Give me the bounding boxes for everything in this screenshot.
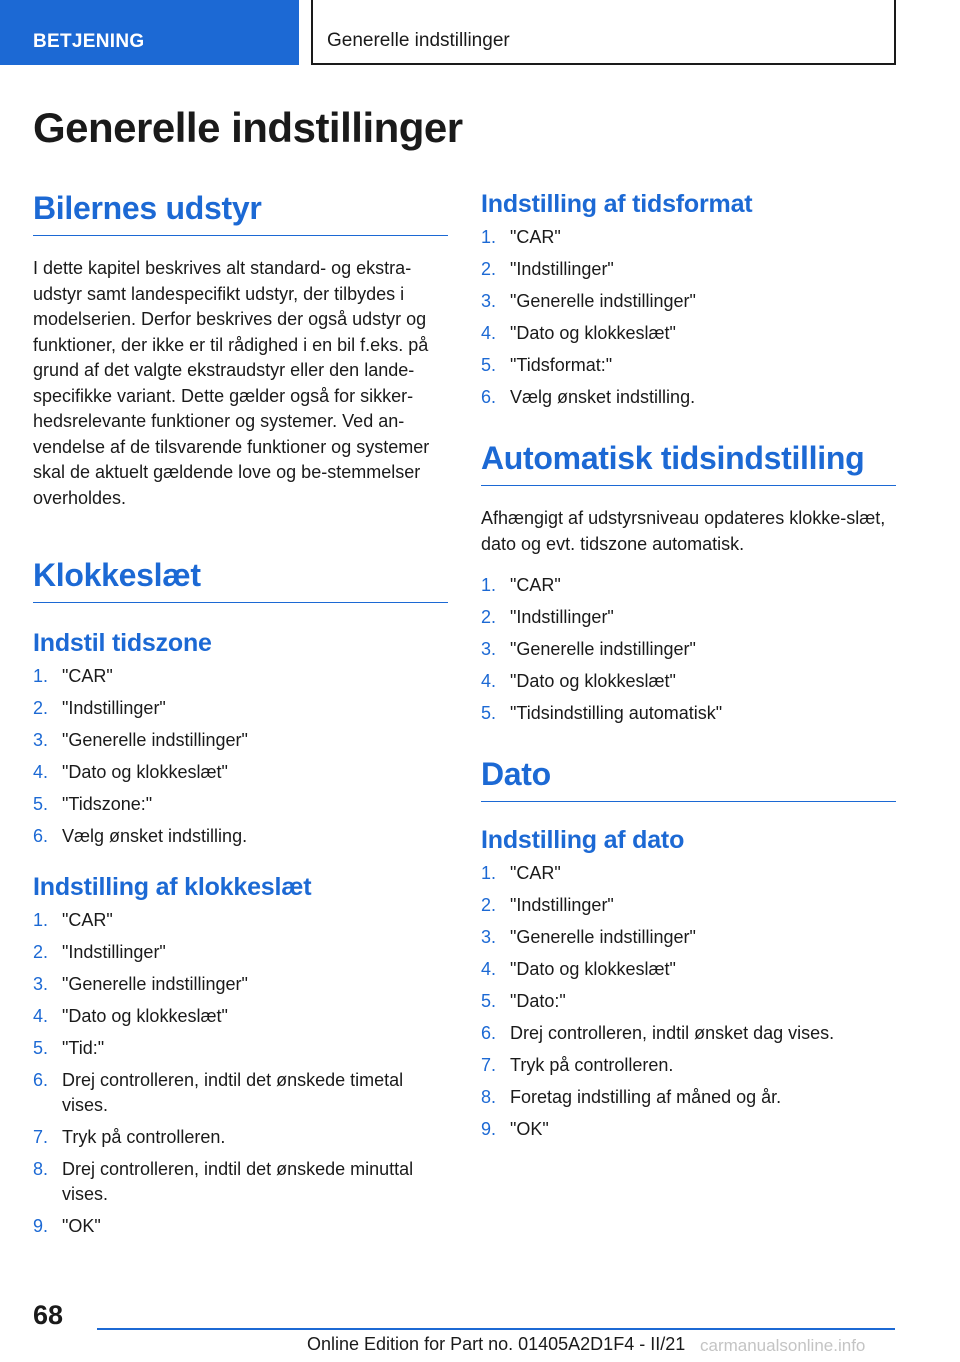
step-number: 2. [33, 698, 49, 718]
step-text: "Dato:" [510, 991, 566, 1011]
step-item [481, 573, 896, 598]
step-item [33, 696, 448, 721]
page-title: Generelle indstillinger [33, 104, 463, 151]
step-item [33, 940, 448, 965]
step-item [33, 1125, 448, 1150]
step-number: 6. [33, 826, 49, 846]
step-text: Drej controlleren, indtil det ønskede minuttal vises. [62, 1159, 414, 1204]
step-number: 5. [481, 355, 497, 375]
step-list [33, 908, 448, 1239]
step-item [481, 701, 896, 726]
subsection-heading: Indstilling af dato [481, 826, 685, 854]
step-text: "CAR" [62, 666, 113, 686]
step-number: 2. [481, 259, 497, 279]
step-item [481, 385, 896, 410]
step-number: 1. [33, 666, 49, 686]
step-item [481, 861, 896, 886]
step-number: 4. [33, 762, 49, 782]
step-number: 4. [33, 1006, 49, 1026]
step-text: "CAR" [62, 910, 113, 930]
subsection-indstilling-tidsformat [481, 190, 896, 410]
footer-edition: Online Edition for Part no. 01405A2D1F4 - II/21 [307, 1334, 686, 1354]
step-item [481, 257, 896, 282]
step-item [481, 957, 896, 982]
step-number: 4. [481, 671, 497, 691]
step-number: 7. [481, 1055, 497, 1075]
step-item [33, 792, 448, 817]
step-item [481, 1021, 896, 1046]
step-text: Tryk på controlleren. [510, 1055, 674, 1075]
step-number: 3. [481, 291, 497, 311]
section-tab: BETJENING [0, 0, 299, 65]
breadcrumb: Generelle indstillinger [311, 0, 896, 65]
watermark: carmanualsonline.info [700, 1336, 866, 1355]
step-item [481, 353, 896, 378]
step-text: Drej controlleren, indtil det ønskede timetal vises. [62, 1070, 404, 1115]
step-text: "Indstillinger" [510, 895, 614, 915]
step-number: 3. [33, 974, 49, 994]
step-text: "Dato og klokkeslæt" [510, 671, 676, 691]
step-text: "Generelle indstillinger" [510, 291, 696, 311]
step-text: "Tidsformat:" [510, 355, 613, 375]
step-item [481, 893, 896, 918]
section-heading: Automatisk tidsindstilling [481, 440, 896, 486]
step-number: 2. [33, 942, 49, 962]
step-item [481, 1053, 896, 1078]
subsection-heading: Indstilling af klokkeslæt [33, 873, 312, 901]
step-text: "CAR" [510, 227, 561, 247]
step-number: 1. [33, 910, 49, 930]
step-text: "CAR" [510, 863, 561, 883]
intro-paragraph: I dette kapitel beskrives alt standard- og ekstra-udstyr samt landespecifikt udstyr, der tilbydes i modelserien. Derfor beskrives der også udstyr og funktioner, der ikke er til rådighed i en bil f.eks. på grund af det valgte ekstraudstyr eller den lande-specifikke variant. Dette gælder også for sikker-hedsrelevante funktioner og systemer. Ved an-vendelse af de tilsvarende funktioner og systemer skal de aktuelt gældende love og be-stemmelser overholdes. [33, 258, 430, 508]
right-column [481, 190, 896, 1149]
step-text: "Tidsindstilling automatisk" [510, 703, 723, 723]
step-text: "Generelle indstillinger" [510, 639, 696, 659]
step-list [481, 861, 896, 1142]
step-item [481, 669, 896, 694]
step-number: 9. [33, 1216, 49, 1236]
step-list [481, 225, 896, 410]
step-item [33, 728, 448, 753]
step-item [33, 1214, 448, 1239]
step-item [33, 1157, 448, 1207]
step-text: "Generelle indstillinger" [510, 927, 696, 947]
section-paragraph: Afhængigt af udstyrsniveau opdateres klokke-slæt, dato og evt. tidszone automatisk. [481, 508, 886, 554]
step-number: 4. [481, 959, 497, 979]
step-item [481, 225, 896, 250]
section-heading: Klokkeslæt [33, 557, 448, 603]
step-text: "CAR" [510, 575, 561, 595]
step-text: "Generelle indstillinger" [62, 974, 248, 994]
step-text: "Dato og klokkeslæt" [510, 323, 676, 343]
step-list [33, 664, 448, 849]
step-item [481, 925, 896, 950]
subsection-indstil-tidszone [33, 629, 448, 849]
subsection-indstilling-dato [481, 826, 896, 1142]
step-item [33, 760, 448, 785]
step-item [33, 1004, 448, 1029]
step-number: 2. [481, 895, 497, 915]
section-klokkeslaet [33, 557, 448, 603]
section-dato [481, 756, 896, 802]
left-column [33, 190, 448, 1246]
step-number: 9. [481, 1119, 497, 1139]
step-item [481, 321, 896, 346]
step-list [481, 573, 896, 726]
step-text: "Dato og klokkeslæt" [62, 762, 228, 782]
step-item [481, 289, 896, 314]
step-item [33, 1068, 448, 1118]
step-text: Vælg ønsket indstilling. [62, 826, 248, 846]
step-number: 2. [481, 607, 497, 627]
step-item [33, 1036, 448, 1061]
step-item [481, 637, 896, 662]
step-number: 4. [481, 323, 497, 343]
step-text: "Indstillinger" [62, 942, 166, 962]
page-number: 68 [33, 1300, 64, 1330]
section-heading: Dato [481, 756, 896, 802]
step-number: 5. [33, 1038, 49, 1058]
step-number: 6. [481, 387, 497, 407]
subsection-heading: Indstilling af tidsformat [481, 190, 753, 218]
step-item [33, 824, 448, 849]
step-text: "Dato og klokkeslæt" [62, 1006, 228, 1026]
footer-divider [97, 1328, 895, 1330]
step-text: "Tid:" [62, 1038, 105, 1058]
step-text: "Dato og klokkeslæt" [510, 959, 676, 979]
step-number: 8. [33, 1159, 49, 1179]
step-text: "Generelle indstillinger" [62, 730, 248, 750]
step-number: 1. [481, 863, 497, 883]
step-text: "Indstillinger" [510, 259, 614, 279]
section-automatisk-tidsindstilling [481, 440, 896, 726]
step-number: 6. [33, 1070, 49, 1090]
subsection-heading: Indstil tidszone [33, 629, 212, 657]
step-item [33, 908, 448, 933]
step-text: Drej controlleren, indtil ønsket dag vises. [510, 1023, 835, 1043]
section-heading: Bilernes udstyr [33, 190, 448, 236]
step-text: "Indstillinger" [62, 698, 166, 718]
step-number: 5. [33, 794, 49, 814]
step-item [33, 664, 448, 689]
step-text: "Indstillinger" [510, 607, 614, 627]
step-text: "Tidszone:" [62, 794, 153, 814]
step-item [481, 1117, 896, 1142]
step-number: 5. [481, 703, 497, 723]
step-item [481, 1085, 896, 1110]
step-item [33, 972, 448, 997]
step-number: 8. [481, 1087, 497, 1107]
step-number: 1. [481, 575, 497, 595]
step-number: 3. [481, 639, 497, 659]
step-text: "OK" [62, 1216, 101, 1236]
step-text: Foretag indstilling af måned og år. [510, 1087, 782, 1107]
step-text: "OK" [510, 1119, 549, 1139]
step-number: 5. [481, 991, 497, 1011]
step-number: 7. [33, 1127, 49, 1147]
step-number: 3. [481, 927, 497, 947]
step-number: 1. [481, 227, 497, 247]
section-bilernes-udstyr [33, 190, 448, 511]
step-text: Tryk på controlleren. [62, 1127, 226, 1147]
step-text: Vælg ønsket indstilling. [510, 387, 696, 407]
step-number: 3. [33, 730, 49, 750]
subsection-indstilling-klokkeslaet [33, 873, 448, 1239]
step-item [481, 605, 896, 630]
step-number: 6. [481, 1023, 497, 1043]
step-item [481, 989, 896, 1014]
